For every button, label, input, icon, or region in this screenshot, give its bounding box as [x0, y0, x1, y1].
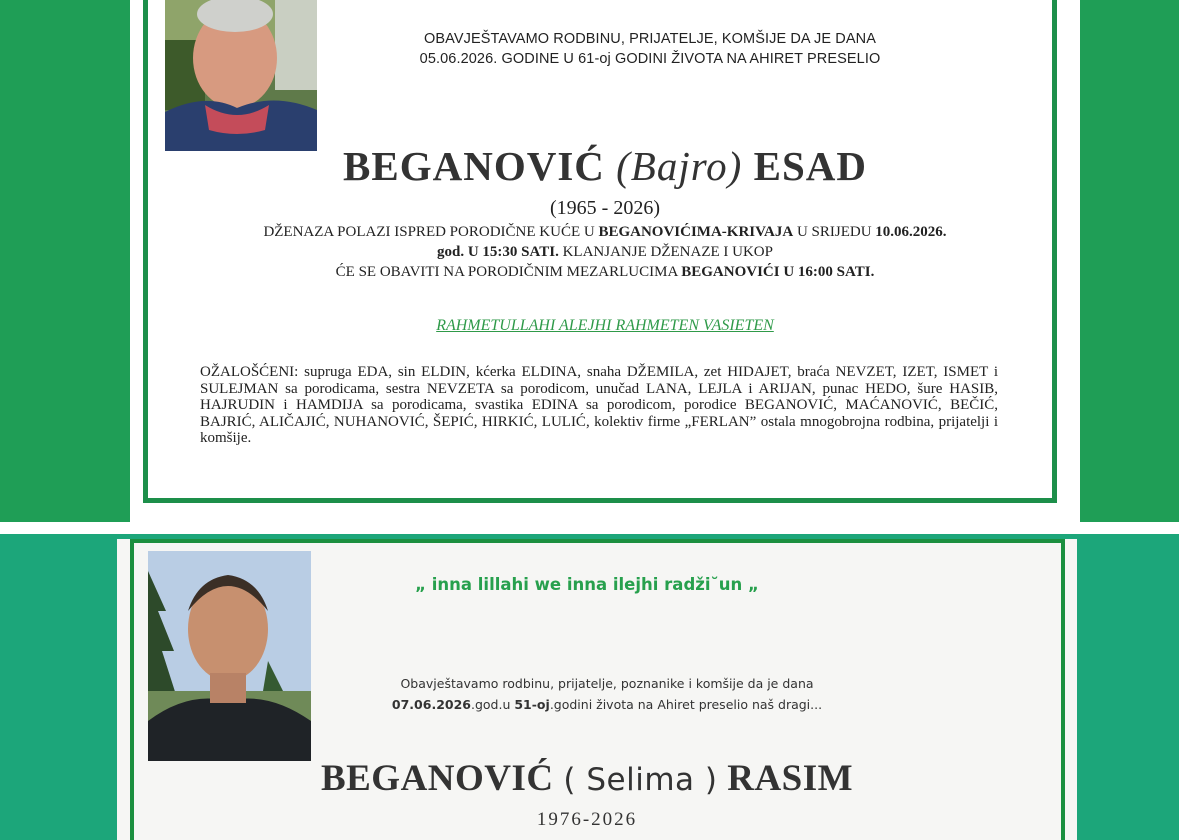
divider	[0, 522, 1179, 534]
funeral-details	[170, 222, 1040, 282]
funeral-line: god. U 15:30 SATI. KLANJANJE DŽENAZE I UKOP	[437, 244, 773, 260]
announcement-line: Obavještavamo rodbinu, prijatelje, poznanike i komšije da je dana	[400, 676, 814, 691]
prayer-line: RAHMETULLAHI ALEJHI RAHMETEN VASIETEN	[436, 317, 774, 334]
death-notice-rasim	[0, 534, 1179, 840]
given-name: RASIM	[727, 758, 854, 799]
notice-card	[130, 0, 1080, 522]
funeral-line: DŽENAZA POLAZI ISPRED PORODIČNE KUĆE U BEGANOVIĆIMA-KRIVAJA U SRIJEDU 10.06.2026.	[263, 224, 947, 240]
given-name: ESAD	[753, 143, 867, 189]
announcement-line: OBAVJEŠTAVAMO RODBINU, PRIJATELJE, KOMŠIJE DA JE DANA	[424, 31, 876, 47]
announcement-text	[360, 29, 940, 69]
surname: BEGANOVIĆ	[320, 758, 554, 799]
deceased-name	[277, 757, 897, 800]
announcement-line: 05.06.2026. GODINE U 61-oj GODINI ŽIVOTA NA AHIRET PRESELIO	[419, 51, 881, 67]
portrait-photo-rasim	[148, 551, 311, 761]
deceased-name	[250, 142, 960, 190]
surname: BEGANOVIĆ	[343, 143, 605, 189]
announcement-text	[327, 673, 887, 715]
prayer-line: „ inna lillahi we inna ilejhi radži˘un „	[415, 575, 759, 594]
life-years: (1965 - 2026)	[550, 197, 660, 219]
announcement-line: 07.06.2026.god.u 51-oj.godini života na Ahiret preselio naš dragi...	[391, 697, 823, 712]
portrait-photo-esad	[165, 0, 317, 151]
nickname: (Bajro)	[616, 143, 743, 189]
notice-card	[117, 539, 1077, 840]
funeral-line: ĆE SE OBAVITI NA PORODIČNIM MEZARLUCIMA BEGANOVIĆI U 16:00 SATI.	[335, 264, 875, 280]
life-years: 1976-2026	[536, 809, 638, 830]
mourners-list: OŽALOŠĆENI: supruga EDA, sin ELDIN, kćerka ELDINA, snaha DŽEMILA, zet HIDAJET, braća NEVZET, IZET, ISMET i SULEJMAN sa porodicama, sestra NEVZETA sa porodicom, unučad LANA, LEJLA i ARIJAN, punac HEDO, šure HASIB, HAJRUDIN i HAMDIJA sa porodicama, svastika EDINA sa porodicom, porodice BEGANOVIĆ, MAĆANOVIĆ, BEČIĆ, BAJRIĆ, ALIČAJIĆ, NUHANOVIĆ, ŠEPIĆ, HIRKIĆ, LULIĆ, kolektiv firme „FERLAN” ostala mnogobrojna rodbina, prijatelji i komšije.	[200, 364, 998, 446]
nickname: ( Selima )	[563, 762, 718, 798]
